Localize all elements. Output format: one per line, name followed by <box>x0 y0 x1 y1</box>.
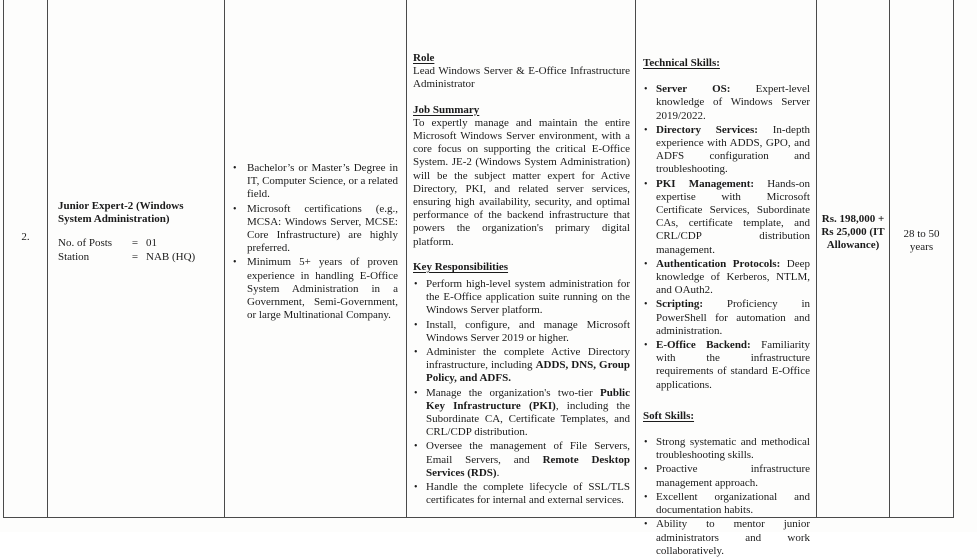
responsibility-text: Perform high-level system administration for the E-Office application suite running on the Windows Server platform. <box>426 278 630 317</box>
responsibility-text: Handle the complete lifecycle of SSL/TLS certificates for internal and external services. <box>426 481 630 507</box>
responsibility-text: Administer the complete Active Directory infrastructure, including <box>426 346 630 372</box>
station-row <box>58 251 216 264</box>
soft-skills-heading: Soft Skills: <box>643 409 695 422</box>
serial-cell <box>3 0 47 517</box>
posts-row <box>58 237 216 250</box>
responsibility-bold-text: Public Key Infrastructure (PKI) <box>426 386 630 412</box>
skill-text: Strong systematic and methodical troubleshooting skills. <box>656 436 810 462</box>
skill-text: Proactive infrastructure management approach. <box>656 463 810 489</box>
skill-text: In-depth experience with ADDS, GPO, and ADFS configuration and troubleshooting. <box>656 123 810 176</box>
skill-text: Excellent organizational and documentation habits. <box>656 490 810 517</box>
job-summary-text: To expertly manage and maintain the entire Microsoft Windows Server environment, with a core focus on supporting the critical E-Office System. JE-2 (Windows System Administration) will be the subject matter expert for Active Directory, PKI, and related server services, ensuring high availability, security, and optimal performance of the backend infrastructure that powers the organization's primary digital platform. <box>413 116 630 248</box>
technical-skill-item <box>643 258 810 298</box>
position-cell <box>47 0 224 517</box>
responsibility-item <box>413 346 630 386</box>
soft-skill-item <box>643 518 810 558</box>
qualification-item <box>232 203 398 256</box>
technical-skill-item <box>643 178 810 257</box>
salary-cell <box>816 0 889 517</box>
soft-skill-item <box>643 463 810 489</box>
age-range: 28 to 50 years <box>903 228 940 254</box>
technical-skill-item <box>643 339 810 392</box>
technical-skill-item <box>643 124 810 177</box>
responsibility-bold-text: Remote Desktop Services (RDS) <box>426 453 630 479</box>
technical-skill-item <box>643 83 810 123</box>
position-details <box>58 237 216 263</box>
responsibility-text: . <box>496 466 500 479</box>
responsibility-bold-text: ADDS, DNS, Group Policy, and ADFS. <box>426 359 630 385</box>
technical-skills-list <box>643 83 810 392</box>
qualification-text: Minimum 5+ years of proven experience in handling E-Office System Administration in a Government, Semi-Government, or large Multinational Company. <box>247 256 398 322</box>
skill-text: Hands-on expertise with Microsoft Certificate Services, Subordinate CAs, certificate template, and CRL/CDP distribution management. <box>656 177 810 256</box>
serial-number: 2. <box>21 231 30 243</box>
skill-category: Directory Services: <box>656 123 758 136</box>
posts-equals: = <box>131 237 139 250</box>
skills-cell <box>635 0 816 557</box>
skill-category: E-Office Backend: <box>656 339 751 352</box>
responsibilities-list <box>413 278 630 507</box>
posts-label: No. of Posts <box>58 237 113 250</box>
skill-text: Expert-level knowledge of Windows Server 2019/2022. <box>656 83 810 122</box>
responsibility-item <box>413 440 630 480</box>
skill-text: Ability to mentor junior administrators and work collaboratively. <box>656 518 810 557</box>
age-cell <box>889 0 954 517</box>
responsibility-item <box>413 387 630 440</box>
station-label: Station <box>58 250 90 263</box>
salary-value: Rs. 198,000 + Rs 25,000 (IT Allowance) <box>821 213 885 252</box>
responsibility-text: , including the Subordinate CA, Certificate Templates, and CRL/CDP distribution. <box>426 399 630 439</box>
responsibility-item <box>413 278 630 318</box>
job-summary-heading: Job Summary <box>413 103 480 116</box>
posts-value: 01 <box>146 237 157 250</box>
skill-text: Familiarity with the infrastructure requirements of standard E-Office applications. <box>656 339 810 391</box>
role-heading: Role <box>413 52 435 64</box>
key-responsibilities-heading: Key Responsibilities <box>413 260 509 273</box>
soft-skills-list <box>643 436 810 558</box>
skill-category: Scripting: <box>656 298 704 311</box>
skill-text: Proficiency in PowerShell for automation and administration. <box>656 298 810 337</box>
technical-skills-heading: Technical Skills: <box>643 57 720 69</box>
responsibility-text: Install, configure, and manage Microsoft Windows Server 2019 or higher. <box>426 318 630 344</box>
skill-category: Server OS: <box>656 83 731 96</box>
skill-text: Deep knowledge of Kerberos, NTLM, and OAuth2. <box>656 257 810 297</box>
responsibility-item <box>413 319 630 345</box>
job-table-row <box>3 0 954 557</box>
soft-skill-item <box>643 491 810 517</box>
qualification-text: Bachelor’s or Master’s Degree in IT, Computer Science, or a related field. <box>247 162 398 201</box>
responsibility-text: Oversee the management of File Servers, Email Servers, and <box>426 440 630 466</box>
responsibility-item <box>413 481 630 507</box>
qualifications-cell <box>224 0 406 517</box>
qualifications-list <box>232 162 398 322</box>
station-equals: = <box>131 250 139 263</box>
responsibility-text: Manage the organization's two-tier <box>426 386 601 399</box>
skill-category: Authentication Protocols: <box>656 257 781 270</box>
qualification-item <box>232 256 398 322</box>
skill-category: PKI Management: <box>656 177 755 190</box>
technical-skill-item <box>643 298 810 338</box>
soft-skill-item <box>643 436 810 462</box>
role-text: Lead Windows Server & E-Office Infrastructure Administrator <box>413 65 630 91</box>
qualification-text: Microsoft certifications (e.g., MCSA: Windows Server, MCSE: Core Infrastructure) are highly preferred. <box>247 202 398 255</box>
qualification-item <box>232 162 398 202</box>
position-title: Junior Expert-2 (Windows System Administration) <box>58 200 184 226</box>
role-cell <box>406 0 635 517</box>
station-value: NAB (HQ) <box>146 250 196 263</box>
